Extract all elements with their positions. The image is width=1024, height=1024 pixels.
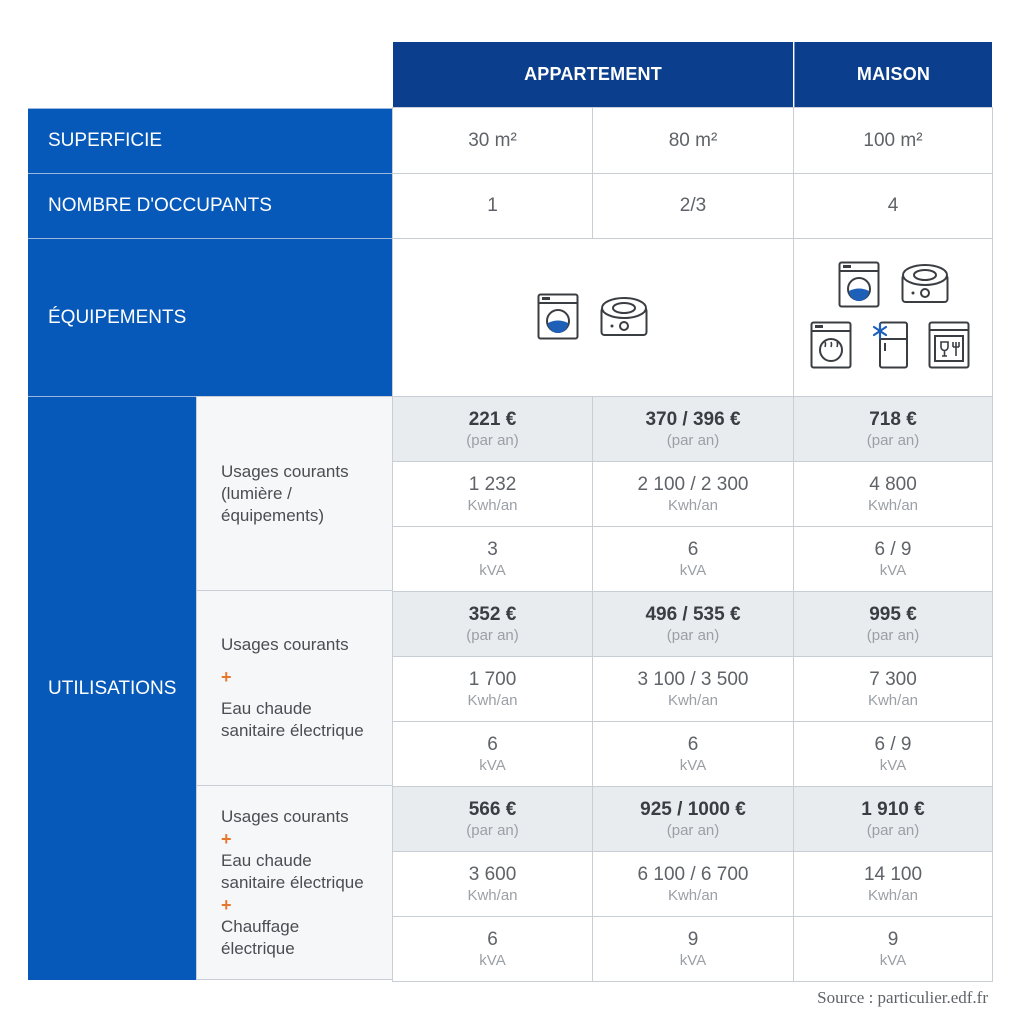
cell-unit: kVA <box>479 562 506 579</box>
row-label-equipements: ÉQUIPEMENTS <box>28 238 392 396</box>
cell-unit: (par an) <box>666 822 720 839</box>
cell-value: 925 / 1000 € <box>640 799 746 820</box>
cell-value: 9 <box>887 929 899 950</box>
power-cell <box>392 526 593 592</box>
cell-unit: Kwh/an <box>867 692 919 709</box>
price-cell <box>592 591 794 657</box>
plus-icon: + <box>221 828 232 849</box>
cell-value: 3 100 / 3 500 <box>637 669 749 690</box>
occupants-1 <box>392 173 593 239</box>
cell-value: 1 232 <box>468 474 517 495</box>
cell-unit: (par an) <box>666 432 720 449</box>
subcat-line: sanitaire électrique <box>221 721 364 740</box>
plus-icon: + <box>221 894 232 915</box>
cell-value: 6 <box>687 539 699 560</box>
dishwasher-icon <box>928 321 970 369</box>
cell-unit: (par an) <box>866 822 920 839</box>
price-cell <box>793 396 993 462</box>
occupants-3 <box>793 173 993 239</box>
energy-cell <box>392 851 593 917</box>
cell-unit: Kwh/an <box>667 497 719 514</box>
cell-value: 6 <box>487 734 498 755</box>
cell-value: 995 € <box>869 604 917 625</box>
power-cell <box>793 916 993 982</box>
cell-value: 3 600 <box>468 864 517 885</box>
cell-unit: kVA <box>479 757 506 774</box>
cell-unit: (par an) <box>866 627 920 644</box>
cell-unit: Kwh/an <box>867 497 919 514</box>
cell-unit: kVA <box>679 952 707 969</box>
cell-unit: kVA <box>479 952 506 969</box>
washing-machine-icon <box>537 293 579 340</box>
cell-value: 1 700 <box>468 669 517 690</box>
superficie-100 <box>793 107 993 174</box>
plus-icon: + <box>221 667 232 687</box>
cell-value: 6 <box>487 929 498 950</box>
cell-value: 100 m² <box>863 129 923 151</box>
cell-unit: (par an) <box>866 432 920 449</box>
source-note: Source : particulier.edf.fr <box>817 988 988 1007</box>
subcat-line: Eau chaude <box>221 850 312 870</box>
power-cell <box>793 526 993 592</box>
power-cell <box>592 721 794 787</box>
row-label-occupants: NOMBRE D'OCCUPANTS <box>28 173 392 238</box>
cell-value: 30 m² <box>468 129 517 151</box>
cell-value: 4 <box>887 195 899 216</box>
cell-value: 1 <box>487 195 498 216</box>
subcat-line: (lumière / <box>221 483 292 503</box>
subcat-line: Usages courants <box>221 806 349 826</box>
price-cell <box>793 786 993 852</box>
cell-value: 4 800 <box>869 474 917 495</box>
energy-cell <box>592 461 794 527</box>
cooktop-icon <box>600 295 648 337</box>
cell-value: 566 € <box>468 799 517 820</box>
price-cell <box>392 396 593 462</box>
cell-unit: (par an) <box>466 822 519 839</box>
price-cell <box>592 396 794 462</box>
cell-value: 3 <box>487 539 498 560</box>
cell-unit: Kwh/an <box>467 887 518 904</box>
energy-cell <box>592 656 794 722</box>
subcat-usages-eau-chaude <box>196 590 393 786</box>
energy-cell <box>392 461 593 527</box>
subcat-line: équipements) <box>221 505 325 525</box>
power-cell <box>392 721 593 787</box>
cell-value: 496 / 535 € <box>645 604 741 625</box>
cell-unit: Kwh/an <box>667 692 719 709</box>
occupants-2 <box>592 173 794 239</box>
washing-machine-icon <box>838 261 880 308</box>
cell-unit: Kwh/an <box>867 887 919 904</box>
cell-value: 718 € <box>869 409 917 430</box>
row-label-utilisations: UTILISATIONS <box>28 396 196 980</box>
cell-unit: kVA <box>879 757 907 774</box>
cell-unit: Kwh/an <box>467 497 518 514</box>
cell-value: 352 € <box>468 604 517 625</box>
subcat-usages-eau-chauffage <box>196 785 393 980</box>
cell-value: 221 € <box>468 409 517 430</box>
cooktop-icon <box>901 262 949 304</box>
cell-unit: Kwh/an <box>467 692 518 709</box>
power-cell <box>592 916 794 982</box>
cell-unit: kVA <box>679 562 707 579</box>
energy-cell <box>793 851 993 917</box>
subcat-line: sanitaire électrique <box>221 872 364 892</box>
cell-value: 2/3 <box>679 195 707 216</box>
energy-cell <box>793 461 993 527</box>
cell-unit: (par an) <box>466 627 519 644</box>
subcat-line: Usages courants <box>221 461 349 481</box>
equipements-apartment <box>392 238 794 397</box>
row-label-superficie: SUPERFICIE <box>28 108 392 173</box>
cell-value: 6 / 9 <box>874 539 912 560</box>
dryer-icon <box>810 321 852 369</box>
header-house: MAISON <box>794 42 992 107</box>
energy-cell <box>392 656 593 722</box>
header-apartment: APPARTEMENT <box>393 42 793 107</box>
cell-unit: kVA <box>679 757 707 774</box>
cell-value: 2 100 / 2 300 <box>637 474 749 495</box>
cell-value: 6 / 9 <box>874 734 912 755</box>
power-cell <box>392 916 593 982</box>
energy-cell <box>793 656 993 722</box>
price-cell <box>392 786 593 852</box>
cell-unit: kVA <box>879 952 907 969</box>
price-cell <box>392 591 593 657</box>
equipements-house <box>793 238 993 397</box>
subcat-line: Usages courants <box>221 635 349 654</box>
cell-unit: Kwh/an <box>667 887 719 904</box>
cell-value: 370 / 396 € <box>645 409 741 430</box>
power-cell <box>592 526 794 592</box>
subcat-usages-courants <box>196 396 393 591</box>
subcat-line: Chauffage <box>221 916 300 936</box>
cell-value: 6 <box>687 734 699 755</box>
cell-value: 9 <box>687 929 699 950</box>
energy-cell <box>592 851 794 917</box>
cell-value: 7 300 <box>869 669 917 690</box>
superficie-80 <box>592 107 794 174</box>
cell-value: 14 100 <box>863 864 923 885</box>
superficie-30 <box>392 107 593 174</box>
power-cell <box>793 721 993 787</box>
cell-unit: (par an) <box>466 432 519 449</box>
cell-value: 80 m² <box>668 129 718 151</box>
cell-unit: (par an) <box>666 627 720 644</box>
subcat-line: électrique <box>221 938 295 958</box>
subcat-line: Eau chaude <box>221 699 312 718</box>
cell-value: 6 100 / 6 700 <box>637 864 749 885</box>
cell-unit: kVA <box>879 562 907 579</box>
price-cell <box>793 591 993 657</box>
refrigerator-icon <box>872 321 910 369</box>
cell-value: 1 910 € <box>861 799 925 820</box>
price-cell <box>592 786 794 852</box>
